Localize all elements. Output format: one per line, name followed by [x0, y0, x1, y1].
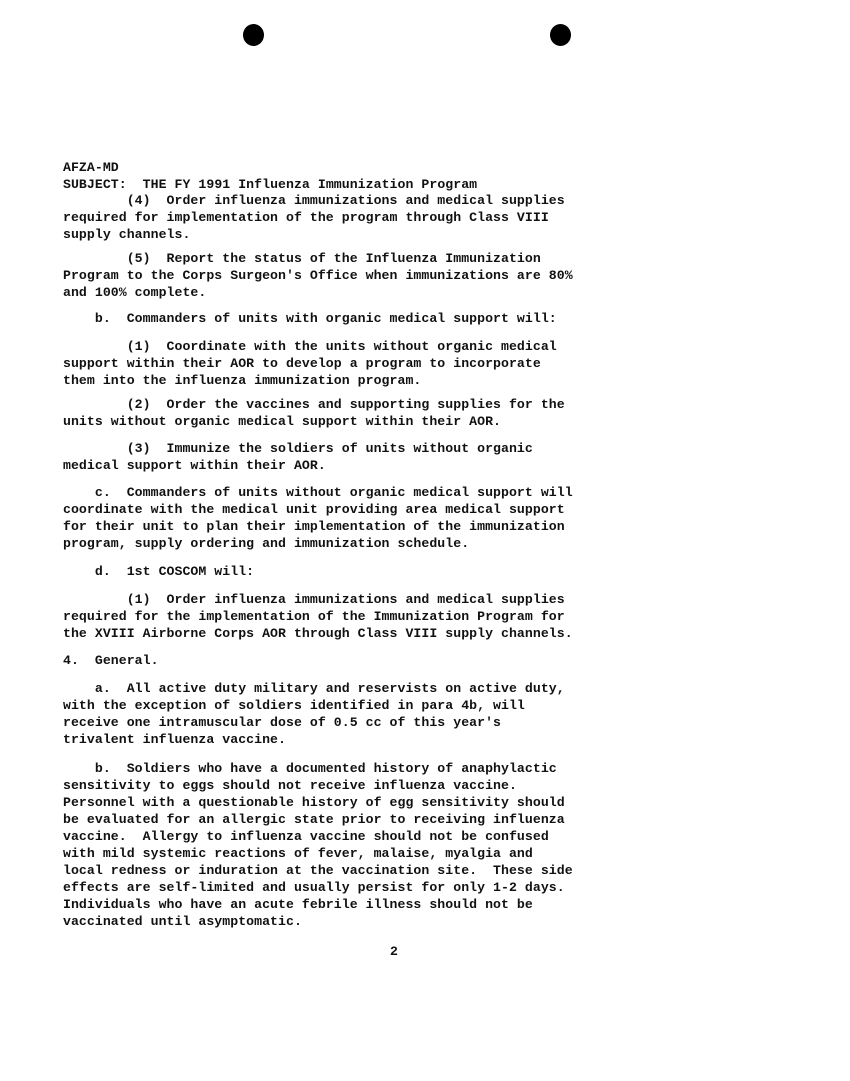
paragraph-pb [63, 310, 557, 327]
paragraph-line: vaccinated until asymptomatic. [63, 914, 302, 929]
paragraph-p5 [63, 250, 573, 301]
paragraph-line: Personnel with a questionable history of egg sensitivity should [63, 795, 565, 810]
paragraph-line: (1) Coordinate with the units without organic medical [63, 339, 557, 354]
paragraph-line: (2) Order the vaccines and supporting supplies for the [63, 397, 565, 412]
punch-hole-right [550, 24, 571, 46]
paragraph-p4g [63, 652, 159, 669]
paragraph-line: 4. General. [63, 653, 159, 668]
paragraph-line: supply channels. [63, 227, 191, 242]
subject-label: SUBJECT: [63, 177, 127, 192]
paragraph-line: (1) Order influenza immunizations and medical supplies [63, 592, 565, 607]
paragraph-pb3 [63, 440, 533, 474]
paragraph-line: a. All active duty military and reservists on active duty, [63, 681, 565, 696]
paragraph-line: support within their AOR to develop a program to incorporate [63, 356, 541, 371]
paragraph-line: vaccine. Allergy to influenza vaccine should not be confused [63, 829, 549, 844]
paragraph-line: effects are self-limited and usually persist for only 1-2 days. [63, 880, 565, 895]
paragraph-line: for their unit to plan their implementation of the immunization [63, 519, 565, 534]
punch-hole-left [243, 24, 264, 46]
paragraph-p4b [63, 760, 573, 930]
page-number: 2 [390, 944, 398, 959]
paragraph-line: coordinate with the medical unit providing area medical support [63, 502, 565, 517]
paragraph-pc [63, 484, 573, 552]
paragraph-line: with the exception of soldiers identified in para 4b, will [63, 698, 525, 713]
paragraph-pb2 [63, 396, 565, 430]
paragraph-line: b. Soldiers who have a documented history of anaphylactic [63, 761, 557, 776]
paragraph-line: d. 1st COSCOM will: [63, 564, 255, 579]
paragraph-p4a [63, 680, 565, 748]
paragraph-line: sensitivity to eggs should not receive influenza vaccine. [63, 778, 517, 793]
paragraph-pb1 [63, 338, 557, 389]
paragraph-line: (3) Immunize the soldiers of units without organic [63, 441, 533, 456]
paragraph-line: (5) Report the status of the Influenza Immunization [63, 251, 541, 266]
paragraph-line: medical support within their AOR. [63, 458, 326, 473]
paragraph-pd1 [63, 591, 573, 642]
paragraph-p4 [63, 192, 565, 243]
paragraph-line: local redness or induration at the vaccination site. These side [63, 863, 573, 878]
paragraph-line: and 100% complete. [63, 285, 207, 300]
paragraph-line: receive one intramuscular dose of 0.5 cc of this year's [63, 715, 502, 730]
paragraph-line: be evaluated for an allergic state prior to receiving influenza [63, 812, 565, 827]
paragraph-line: units without organic medical support within their AOR. [63, 414, 502, 429]
paragraph-line: the XVIII Airborne Corps AOR through Class VIII supply channels. [63, 626, 573, 641]
paragraph-line: b. Commanders of units with organic medical support will: [63, 311, 557, 326]
paragraph-line: them into the influenza immunization program. [63, 373, 422, 388]
paragraph-line: required for the implementation of the Immunization Program for [63, 609, 565, 624]
paragraph-line: Individuals who have an acute febrile illness should not be [63, 897, 533, 912]
office-symbol: AFZA-MD [63, 160, 119, 175]
paragraph-pd [63, 563, 254, 580]
paragraph-line: trivalent influenza vaccine. [63, 732, 286, 747]
paragraph-line: with mild systemic reactions of fever, malaise, myalgia and [63, 846, 533, 861]
paragraph-line: c. Commanders of units without organic medical support will [63, 485, 573, 500]
paragraph-line: required for implementation of the program through Class VIII [63, 210, 549, 225]
paragraph-line: program, supply ordering and immunization schedule. [63, 536, 470, 551]
paragraph-line: (4) Order influenza immunizations and medical supplies [63, 193, 565, 208]
paragraph-line: Program to the Corps Surgeon's Office when immunizations are 80% [63, 268, 573, 283]
subject-title: THE FY 1991 Influenza Immunization Program [142, 177, 478, 192]
